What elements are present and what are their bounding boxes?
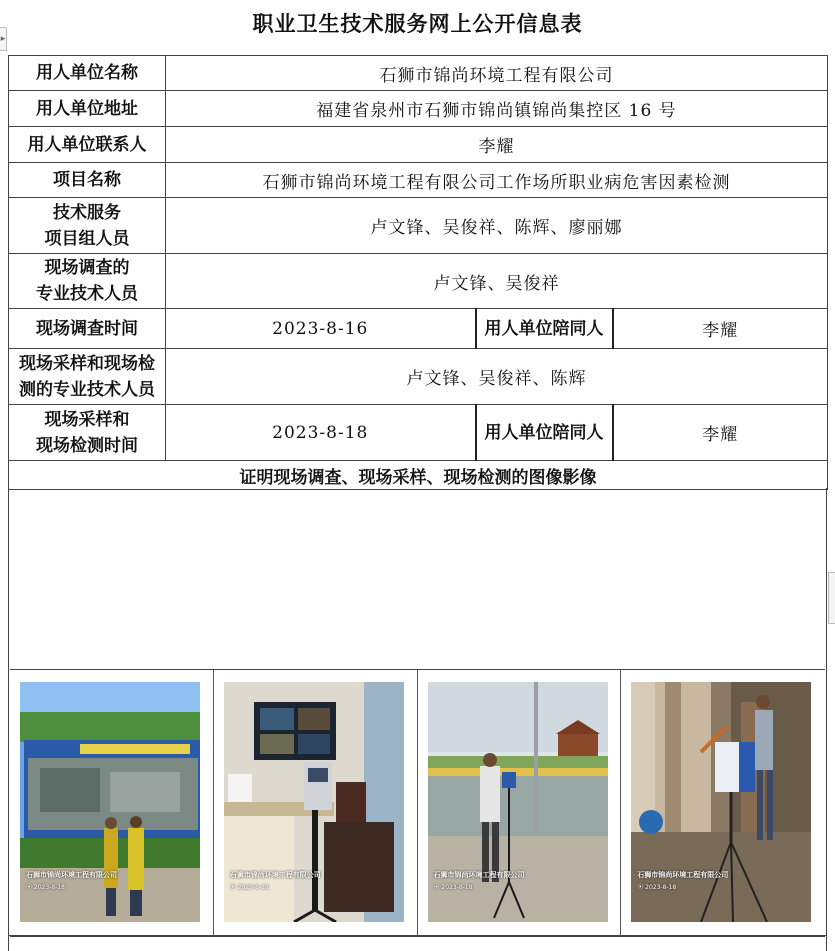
project-name-label: 项目名称 bbox=[9, 163, 166, 198]
row-employer-name bbox=[9, 56, 828, 91]
photo-2-watermark bbox=[230, 870, 398, 891]
employer-contact-label: 用人单位联系人 bbox=[9, 127, 166, 163]
table-bottom-border bbox=[8, 935, 827, 936]
employer-address-label: 用人单位地址 bbox=[9, 91, 166, 127]
sampling-companion-label: 用人单位陪同人 bbox=[476, 405, 613, 461]
page-title: 职业卫生技术服务网上公开信息表 bbox=[252, 12, 583, 36]
photo-cell-1 bbox=[10, 670, 214, 936]
sampling-time-value: 2023-8-18 bbox=[166, 405, 476, 461]
sampling-staff-label-line1: 现场采样和现场检 bbox=[19, 353, 155, 374]
photo-cell-4 bbox=[621, 670, 825, 936]
sampling-staff-label bbox=[9, 349, 166, 405]
survey-staff-label-line2: 专业技术人员 bbox=[36, 284, 138, 304]
survey-companion-label: 用人单位陪同人 bbox=[476, 309, 613, 349]
photo-1-watermark bbox=[26, 870, 194, 891]
survey-staff-label-line1: 现场调查的 bbox=[44, 258, 130, 278]
scroll-handle[interactable] bbox=[828, 572, 835, 624]
employer-name-value: 石狮市锦尚环境工程有限公司 bbox=[166, 56, 828, 91]
location-pin-icon: ⦿ bbox=[637, 884, 646, 891]
employer-contact-value: 李耀 bbox=[166, 127, 828, 163]
sampling-time-label bbox=[9, 405, 166, 461]
info-table bbox=[8, 55, 828, 490]
survey-companion-value: 李耀 bbox=[613, 309, 828, 349]
survey-time-value: 2023-8-16 bbox=[166, 309, 476, 349]
photo-1-watermark-date-text: 2023-8-18 bbox=[33, 884, 65, 891]
row-team-members bbox=[9, 198, 828, 254]
row-sampling-time bbox=[9, 405, 828, 461]
photo-1-watermark-date bbox=[26, 882, 194, 891]
team-members-label-line2: 项目组人员 bbox=[44, 228, 130, 249]
survey-time-label: 现场调查时间 bbox=[9, 309, 166, 349]
sampling-companion-value: 李耀 bbox=[613, 405, 828, 461]
location-pin-icon: ⦿ bbox=[229, 884, 238, 891]
sampling-staff-value: 卢文锋、吴俊祥、陈辉 bbox=[166, 349, 828, 405]
photo-4-watermark bbox=[637, 870, 805, 891]
location-pin-icon: ⦿ bbox=[433, 884, 442, 891]
location-pin-icon: ⦿ bbox=[26, 884, 34, 891]
photo-pump-room-sampling bbox=[631, 682, 811, 922]
expand-arrow-icon[interactable]: ▸ bbox=[0, 27, 7, 51]
survey-staff-value: 卢文锋、吴俊祥 bbox=[166, 254, 828, 309]
survey-staff-label bbox=[9, 254, 166, 309]
photo-3-watermark-date bbox=[434, 882, 602, 891]
row-employer-contact bbox=[9, 127, 828, 163]
photo-4-watermark-date-text: 2023-8-18 bbox=[645, 884, 677, 891]
sampling-staff-label-line2: 测的专业技术人员 bbox=[19, 379, 155, 400]
employer-name-label: 用人单位名称 bbox=[9, 56, 166, 91]
employer-address-value: 福建省泉州市石狮市锦尚镇锦尚集控区 16 号 bbox=[166, 91, 828, 127]
photo-2-watermark-date-text: 2023-8-18 bbox=[237, 884, 269, 891]
photo-3-watermark-company: 石狮市锦尚环境工程有限公司 bbox=[433, 871, 525, 879]
row-sampling-staff bbox=[9, 349, 828, 405]
photo-outdoor-sampling bbox=[428, 682, 608, 922]
photo-3-watermark bbox=[434, 870, 602, 891]
sampling-time-label-line2: 现场检测时间 bbox=[36, 435, 138, 456]
photo-4-watermark-company: 石狮市锦尚环境工程有限公司 bbox=[637, 871, 729, 879]
sampling-time-label-line1: 现场采样和 bbox=[44, 409, 130, 430]
photo-site-billboard bbox=[20, 682, 200, 922]
photo-monitoring-room bbox=[224, 682, 404, 922]
photo-row bbox=[10, 669, 825, 937]
photo-3-watermark-date-text: 2023-8-18 bbox=[441, 884, 473, 891]
row-survey-staff bbox=[9, 254, 828, 309]
photo-4-watermark-date bbox=[637, 882, 805, 891]
row-project-name bbox=[9, 163, 828, 198]
photo-1-watermark-company: 石狮市锦尚环境工程有限公司 bbox=[26, 871, 117, 879]
team-members-value: 卢文锋、吴俊祥、陈辉、廖丽娜 bbox=[166, 198, 828, 254]
photo-2-watermark-date bbox=[230, 882, 398, 891]
row-employer-address bbox=[9, 91, 828, 127]
row-survey-time bbox=[9, 309, 828, 349]
team-members-label-line1: 技术服务 bbox=[53, 202, 121, 223]
row-photo-section-title bbox=[9, 461, 828, 490]
photo-section-title: 证明现场调查、现场采样、现场检测的图像影像 bbox=[9, 461, 828, 490]
team-members-label bbox=[9, 198, 166, 254]
photo-2-watermark-company: 石狮市锦尚环境工程有限公司 bbox=[229, 871, 321, 879]
photo-cell-3 bbox=[418, 670, 622, 936]
project-name-value: 石狮市锦尚环境工程有限公司工作场所职业病危害因素检测 bbox=[166, 163, 828, 198]
photo-cell-2 bbox=[214, 670, 418, 936]
